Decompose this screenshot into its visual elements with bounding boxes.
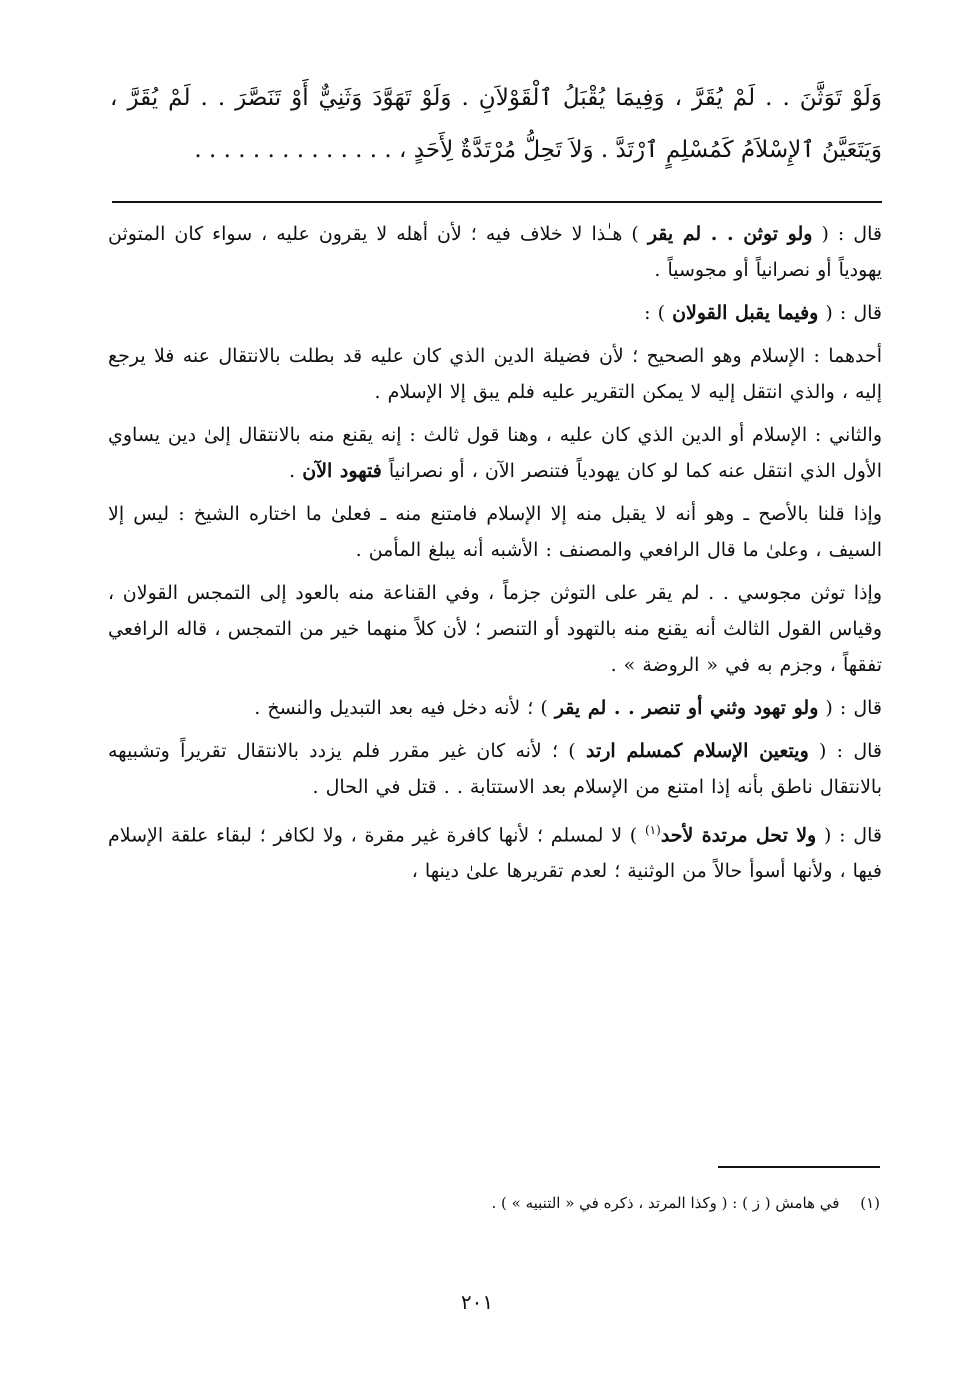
paragraph-2 [108,295,882,331]
footnote-divider [718,1166,880,1168]
paragraph-7-quote: ولو تهود وثني أو تنصر . . لم يقر [554,697,819,719]
page-number: ٢٠١ [460,1290,494,1314]
paragraph-4-quote: فتهود الآن [302,460,382,482]
paragraph-9-lead: قال : ( [823,824,882,847]
paragraph-1 [108,216,882,288]
paragraph-1-rest: ) هـٰذا لا خلاف فيه ؛ لأن أهله لا يقرون عليه ، سواء كان المتوثن يهودياً أو نصرانياً أو مجوسياً . [108,223,882,281]
paragraph-4-text: والثاني : الإسلام أو الدين الذي كان عليه ، وهنا قول ثالث : إنه يقنع منه بالانتقال إلىٰ دين يساوي الأول الذي انتقل عنه كما لو كان يهودياً فتنصر الآن ، أو نصرانياً [108,424,882,482]
paragraph-5: وإذا قلنا بالأصح ـ وهو أنه لا يقبل منه إلا الإسلام فامتنع منه ـ فعلىٰ ما اختاره الشيخ : ليس إلا السيف ، وعلىٰ ما قال الرافعي والمصنف : الأشبه أنه يبلغ المأمن . [108,503,883,561]
footnote [200,1190,880,1216]
paragraph-9-rest: ) لا لمسلم ؛ لأنها كافرة غير مقرة ، ولا لكافر ؛ لبقاء علقة الإسلام فيها ، ولأنها أسوأ حالاً من الوثنية ؛ لعدم تقريرها علىٰ دينها ، [108,824,882,883]
paragraph-7-rest: ) ؛ لأنه دخل فيه بعد التبديل والنسخ . [254,697,548,719]
matn-line-2: وَيَتَعَيَّنُ ٱلإِسْلاَمُ كَمُسْلِمٍ ٱرْتَدَّ . وَلاَ تَحِلُّ مُرْتَدَّةٌ لِأَحَدٍ ، . . . . . . . . . . . . . . [194,137,882,163]
matn-divider [112,201,882,203]
footnote-number: (١) [860,1194,880,1212]
paragraph-9-quote: ولا تحل مرتدة لأحد [660,824,817,847]
paragraph-6: وإذا توثن مجوسي . . لم يقر على التوثن جزماً ، وفي القناعة منه بالعود إلى التمجس القولان ، وقياس القول الثالث أنه يقنع منه بالتهود أو التنصر ؛ لأن كلاً منهما خير من التمجس ، قاله الرافعي تفقهاً ، وجزم به في « الروضة » . [108,582,882,676]
matn-line-1: وَلَوْ تَوَثَّنَ . . لَمْ يُقَرَّ ، وَفِيمَا يُقْبَلُ ٱلْقَوْلاَنِ . وَلَوْ تَهَوَّدَ وَثَنِيٌّ أَوْ تَنَصَّرَ . . لَمْ يُقَرَّ ، [110,85,882,111]
footnote-marker: (١) [644,823,661,837]
paragraph-8-quote: ويتعين الإسلام كمسلم ارتد [585,740,809,762]
paragraph-4-end: . [289,460,296,482]
paragraph-1-quote: ولو توثن . . لم يقر [647,223,813,245]
paragraph-8-lead: قال : ( [819,740,882,762]
paragraph-2-quote: وفيما يقبل القولان [672,302,819,324]
paragraph-1-lead: قال : ( [821,223,882,245]
commentary [108,216,882,896]
paragraph-8-rest: ) ؛ لأنه كان غير مقرر فلم يزدد بالانتقال تقريراً وتشبيهه بالانتقال ناطق بأنه إذا امتنع من الإسلام بعد الاستتابة . . قتل في الحال . [108,740,882,798]
paragraph-7-lead: قال : ( [825,697,882,719]
paragraph-4 [108,417,882,489]
paragraph-2-rest: ) : [644,302,666,324]
paragraph-9 [108,812,882,889]
paragraph-2-lead: قال : ( [825,302,882,324]
paragraph-7 [108,690,882,726]
paragraph-3: أحدهما : الإسلام وهو الصحيح ؛ لأن فضيلة الدين الذي كان عليه قد بطلت بالانتقال عنه فلا يرجع إليه ، والذي انتقل إليه لا يمكن التقرير عليه فلم يبق إلا الإسلام . [108,345,882,403]
footnote-text: في هامش ( ز ) : ( وكذا المرتد ، ذكره في « التنبيه » ) . [491,1194,840,1212]
matn-text [110,72,882,176]
paragraph-8 [108,733,882,805]
